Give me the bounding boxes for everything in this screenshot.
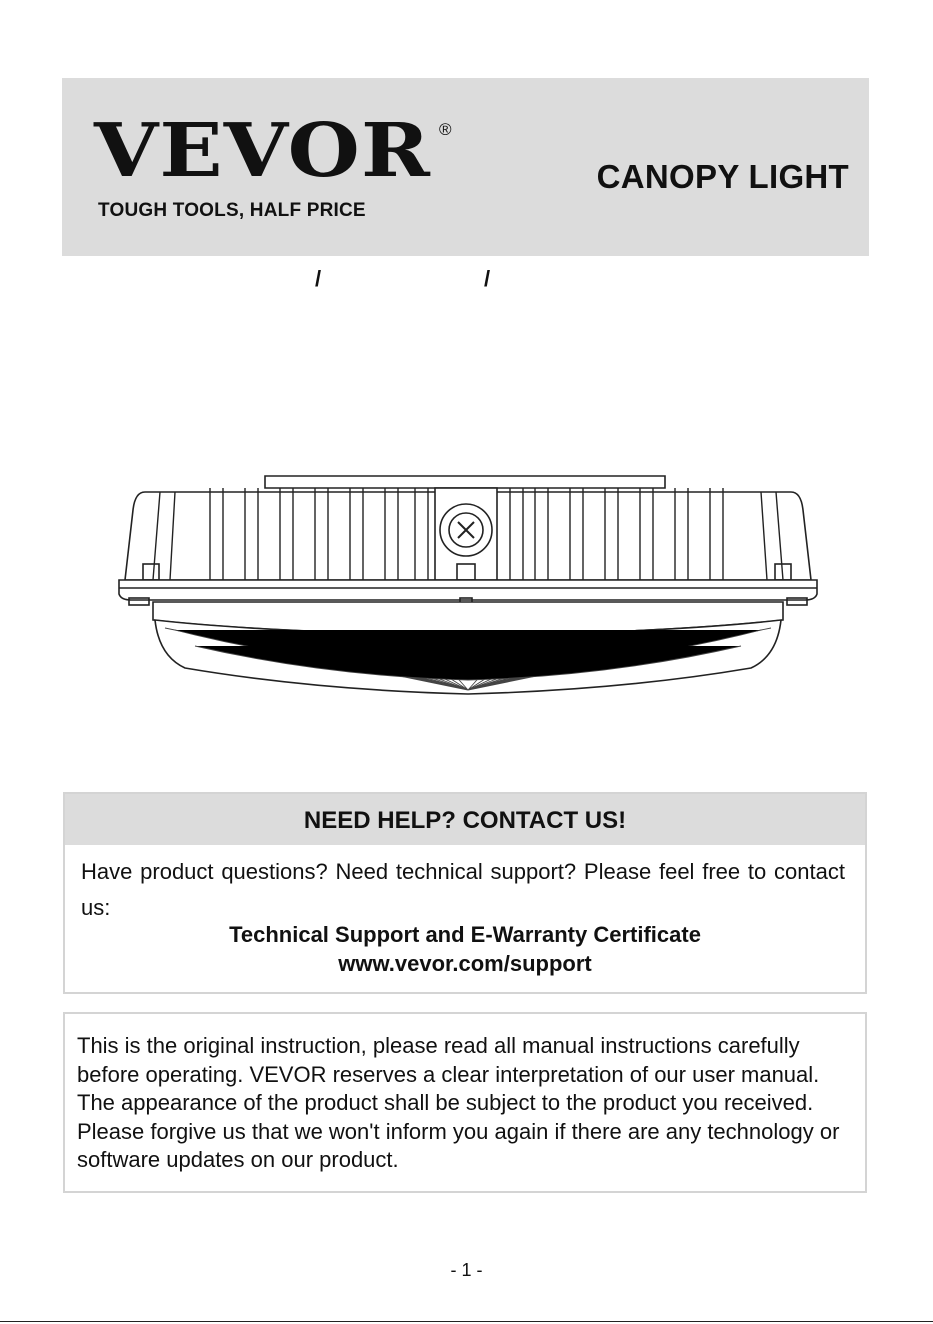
logo-tagline: TOUGH TOOLS, HALF PRICE <box>98 200 366 221</box>
help-heading: NEED HELP? CONTACT US! <box>65 794 865 845</box>
page-bottom-rule <box>0 1321 933 1322</box>
canopy-light-illustration <box>115 470 821 696</box>
product-title: CANOPY LIGHT <box>596 158 849 195</box>
instruction-notice-box <box>63 1012 867 1193</box>
contact-help-box <box>63 792 867 994</box>
help-body-text: Have product questions? Need technical support? Please feel free to contact us: <box>81 859 845 920</box>
support-url-link[interactable]: www.vevor.com/support <box>338 951 592 976</box>
notice-text: This is the original instruction, please read all manual instructions carefully before operating. VEVOR reserves a clear interpretation of our user manual. The appearance of the product shall be subject to the product you received. Please forgive us that we won't inform you again if there are any technology or software updates on our product. <box>77 1033 840 1172</box>
registered-mark: ® <box>439 120 452 139</box>
title-separator: / <box>484 266 491 291</box>
logo-wordmark: VEVOR <box>94 108 432 194</box>
cover-header <box>62 78 869 256</box>
title-separator: / <box>315 266 322 291</box>
vevor-logo <box>94 108 452 228</box>
page-number: - 1 - <box>450 1260 483 1280</box>
support-link-title: Technical Support and E-Warranty Certificate <box>229 922 701 947</box>
